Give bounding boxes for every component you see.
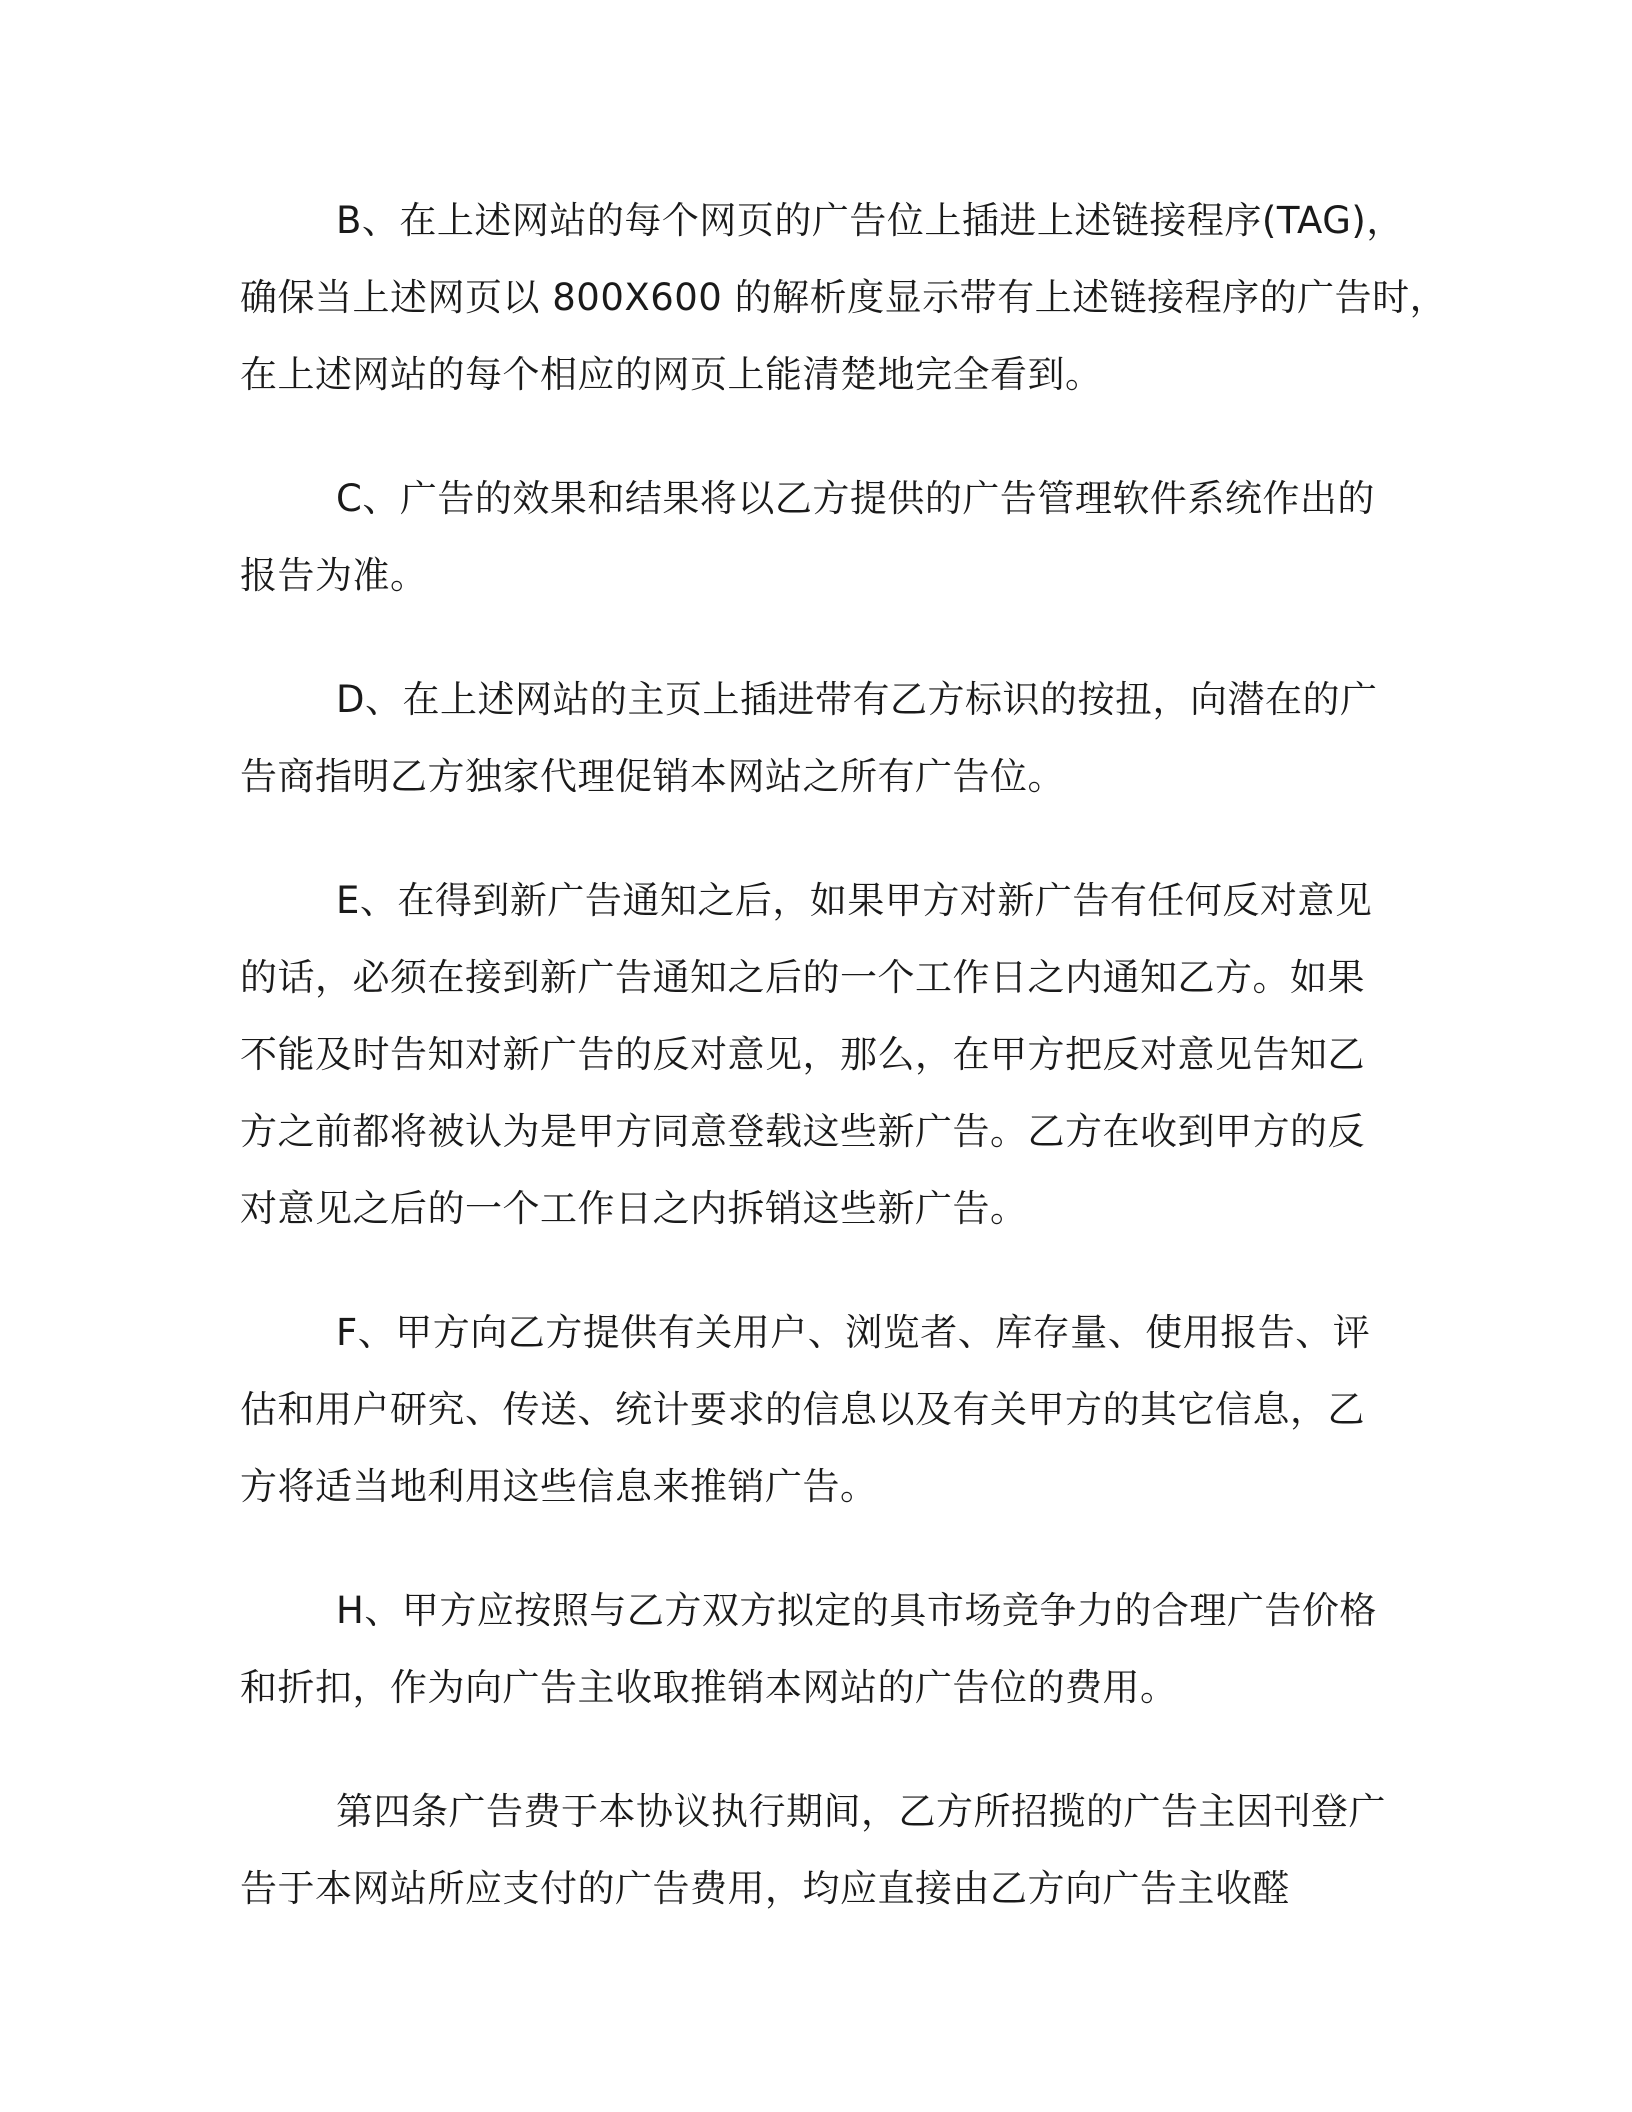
text-line: 估和用户研究、传送、统计要求的信息以及有关甲方的其它信息，乙 — [240, 1388, 1365, 1431]
text-line: 报告为准。 — [240, 554, 428, 597]
text-line: 方之前都将被认为是甲方同意登载这些新广告。乙方在收到甲方的反 — [240, 1110, 1365, 1153]
clause-d-paragraph — [240, 661, 1405, 815]
text-line: 在上述网站的每个相应的网页上能清楚地完全看到。 — [240, 353, 1103, 396]
text-line: 第四条广告费于本协议执行期间，乙方所招揽的广告主因刊登广 — [336, 1790, 1386, 1833]
text-line: H、甲方应按照与乙方双方拟定的具市场竞争力的合理广告价格 — [336, 1589, 1377, 1632]
text-line: 方将适当地利用这些信息来推销广告。 — [240, 1465, 878, 1508]
article-four-paragraph — [240, 1773, 1405, 1927]
text-line: E、在得到新广告通知之后，如果甲方对新广告有任何反对意见 — [336, 879, 1373, 922]
text-line: 的话，必须在接到新广告通知之后的一个工作日之内通知乙方。如果 — [240, 956, 1365, 999]
text-line: 告于本网站所应支付的广告费用，均应直接由乙方向广告主收醛 — [240, 1867, 1290, 1910]
clause-e-paragraph — [240, 862, 1405, 1247]
text-line: 不能及时告知对新广告的反对意见，那么，在甲方把反对意见告知乙 — [240, 1033, 1365, 1076]
text-line: D、在上述网站的主页上插进带有乙方标识的按扭，向潜在的广 — [336, 678, 1378, 721]
text-line: 确保当上述网页以 800X600 的解析度显示带有上述链接程序的广告时， — [240, 276, 1448, 319]
document-body — [240, 182, 1448, 1974]
text-line: 对意见之后的一个工作日之内拆销这些新广告。 — [240, 1187, 1028, 1230]
text-line: B、在上述网站的每个网页的广告位上插进上述链接程序(TAG)， — [336, 199, 1404, 242]
clause-c-paragraph — [240, 460, 1405, 614]
text-line: F、甲方向乙方提供有关用户、浏览者、库存量、使用报告、评 — [336, 1311, 1371, 1354]
clause-h-paragraph — [240, 1572, 1405, 1726]
clause-f-paragraph — [240, 1294, 1405, 1525]
text-line: 和折扣，作为向广告主收取推销本网站的广告位的费用。 — [240, 1666, 1178, 1709]
text-line: 告商指明乙方独家代理促销本网站之所有广告位。 — [240, 755, 1065, 798]
clause-b-paragraph — [240, 182, 1448, 413]
text-line: C、广告的效果和结果将以乙方提供的广告管理软件系统作出的 — [336, 477, 1375, 520]
